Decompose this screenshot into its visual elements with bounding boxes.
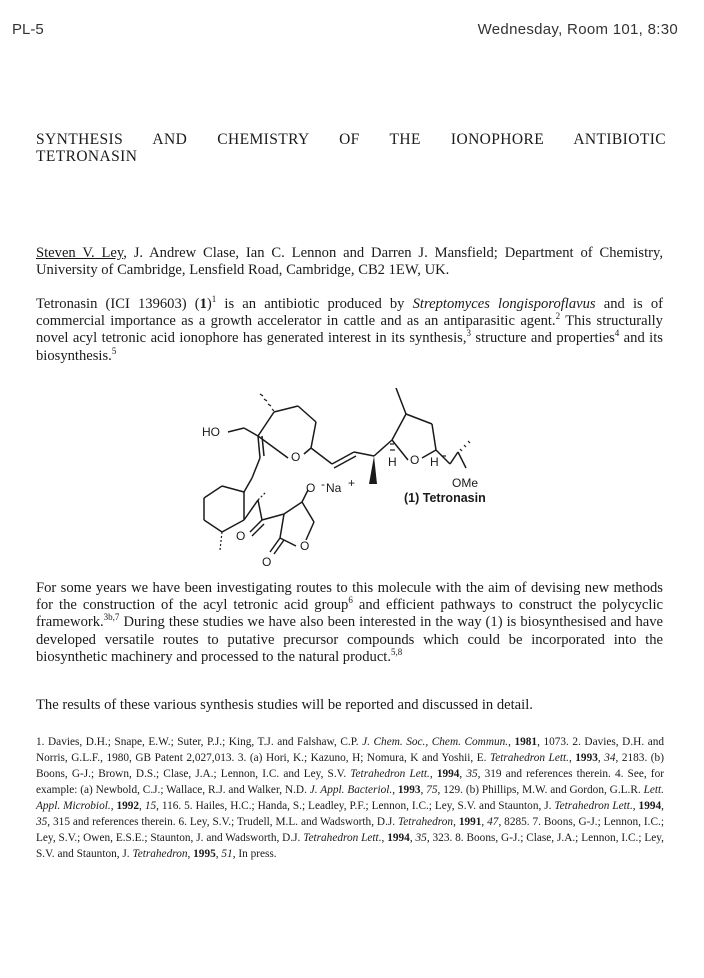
reference-text: , (110, 800, 117, 812)
reference-text: , (429, 768, 437, 780)
reference-text: 35 (466, 768, 478, 780)
reference-text: , (381, 832, 388, 844)
oxane-ring (258, 406, 316, 458)
citation-ref: 1 (211, 294, 217, 305)
compound-number: 1 (199, 296, 207, 312)
text: and its biosynthesis. (36, 330, 663, 364)
text: Tetronasin (ICI 139603) ( (36, 296, 200, 312)
tetronasin-structure (196, 380, 496, 570)
author-affiliation (36, 245, 663, 279)
reference-text: 34 (604, 752, 616, 764)
reference-text: , (568, 752, 576, 764)
reference-text: 1994 (436, 768, 460, 780)
compound-label: (1) Tetronasin (404, 491, 486, 505)
reference-text: 1993 (397, 784, 421, 796)
reference-text: Tetrahedron Lett. (303, 832, 382, 844)
reference-text: 1. Davies, D.H.; Snape, E.W.; Suter, P.J.; King, T.J. and Falshaw, C.P. (36, 736, 363, 748)
reference-text: Tetrahedron (132, 848, 188, 860)
intro-paragraph (36, 296, 663, 365)
presenting-author: Steven V. Ley (36, 245, 124, 261)
label-ome: OMe (452, 476, 479, 490)
reference-text: , 129. (b) Phillips, M.W. and Gordon, G.L.R. (437, 784, 644, 796)
label-o-anion: O (306, 481, 316, 495)
reference-text: Lett. Appl. Microbiol. (36, 784, 665, 812)
reference-text: , 319 and references therein. 4. See, for example: (a) Newbold, C.J.; Wallace, R.J. and Walker, N.D. (36, 768, 664, 796)
citation-ref: 3b,7 (103, 612, 120, 623)
paper-title (36, 131, 666, 165)
reference-text: 1993 (575, 752, 598, 764)
reference-text: 1994 (638, 800, 662, 812)
reference-text: 75 (426, 784, 438, 796)
reference-text: , 116. 5. Hailes, H.C.; Handa, S.; Leadley, P.F.; Lennon, I.C.; Ley, S.V. and Staunton, J. (156, 800, 555, 812)
results-paragraph: The results of these various synthesis studies will be reported and discussed in detail. (36, 697, 533, 713)
reference-text: Tetrahedron Lett. (489, 752, 569, 764)
text: and efficient pathways to construct the polycyclic framework. (36, 597, 663, 631)
reference-text: , 8285. 7. Boons, G-J.; Lennon, I.C.; Ley, S.V.; Owen, E.S.E.; Staunton, J. and Wadsworth, D.J. (36, 816, 664, 844)
co-authors-affiliation: , J. Andrew Clase, Ian C. Lennon and Darren J. Mansfield; Department of Chemistry, University of Cambridge, Lensfield Road, Cambridge, CB2 1EW, UK. (36, 245, 663, 279)
reference-text: J. Chem. Soc., Chem. Commun. (362, 736, 509, 748)
hashed-methyl-1 (260, 394, 274, 411)
reference-text: 1991 (458, 816, 482, 828)
label-na: Na (326, 481, 342, 495)
reference-text: Tetrahedron (398, 816, 454, 828)
reference-text: 15 (144, 800, 157, 812)
citation-ref: 2 (555, 311, 561, 322)
label-ho: HO (202, 425, 220, 439)
reference-text: 1994 (387, 832, 410, 844)
session-code: PL-5 (12, 21, 44, 38)
reference-text: , (187, 848, 194, 860)
references (36, 734, 664, 862)
reference-text: , (392, 784, 398, 796)
label-o-ketone: O (236, 529, 246, 543)
text: ) (206, 296, 212, 312)
organism-genus: Streptomyces (412, 296, 490, 312)
text: During these studies we have also been interested in the way (1) is biosynthesised and have developed versatile routes to putative precursor compounds which could be incorporated into the biosynthetic machinery and processed to the natural product. (36, 614, 663, 665)
reference-text: 1981 (514, 736, 538, 748)
reference-text: , (508, 736, 515, 748)
label-h-2: H (430, 455, 439, 469)
reference-text: Tetrahedron Lett. (554, 800, 633, 812)
reference-text: 1992 (116, 800, 140, 812)
reference-text: , (215, 848, 222, 860)
reference-text: , 1073. 2. Davies, D.H. and Norris, G.L.F., 1980, GB Patent 2,027,013. 3. (a) Hori, K.; Kazuno, H; Nomura, K and Yoshii, E. (36, 736, 665, 764)
reference-text: 1995 (193, 848, 216, 860)
reference-text: 35 (36, 816, 48, 828)
reference-text: , (420, 784, 427, 796)
reference-text: , In press. (232, 848, 277, 860)
reference-text: , 2183. (b) Boons, G-J.; Brown, D.S.; Clase, J.A.; Lennon, I.C. and Ley, S.V. (36, 752, 664, 780)
reference-text: , (481, 816, 488, 828)
thf-ring (374, 414, 436, 460)
label-o-lactone-carbonyl: O (262, 555, 272, 569)
text: is an antibiotic produced by (216, 296, 413, 312)
citation-ref: 5,8 (391, 646, 403, 657)
reference-text: , (459, 768, 467, 780)
reference-text: , 315 and references therein. 6. Ley, S.V.; Trudell, M.L. and Wadsworth, D.J. (47, 816, 399, 828)
label-o-thf: O (410, 453, 420, 467)
text: structure and properties (470, 330, 615, 347)
text: For some years we have been investigating routes to this molecule with the aim of devising new methods for the construction of the acyl tetronic acid group (36, 580, 663, 614)
reference-text: 51 (221, 848, 233, 860)
reference-text: , (453, 816, 459, 828)
citation-ref: 6 (348, 595, 353, 606)
citation-ref: 4 (614, 328, 620, 339)
reference-text: J. Appl. Bacteriol. (309, 784, 393, 796)
text: and is of commercial importance as a growth accelerator in cattle and as an antiparasitic agent. (36, 296, 663, 330)
wedge-methyl (369, 456, 377, 484)
text: This structurally novel acyl tetronic acid ionophore has generated interest in its synthesis, (36, 313, 663, 347)
session-time-room: Wednesday, Room 101, 8:30 (477, 21, 678, 38)
reference-text: , 323. 8. Boons, G-J.; Clase, J.A.; Lennon, I.C.; Ley, S.V. and Staunton, J. (36, 832, 664, 860)
reference-text: 47 (487, 816, 499, 828)
label-charge-plus: + (348, 476, 356, 490)
label-o-oxane: O (291, 450, 301, 464)
citation-ref: 5 (111, 345, 117, 356)
title-line-1: SYNTHESIS AND CHEMISTRY OF THE IONOPHORE ANTIBIOTIC (36, 131, 666, 148)
label-o-lactone-ring: O (300, 539, 310, 553)
reference-text: , (409, 832, 416, 844)
cyclohexane-ring (204, 486, 244, 532)
hashed-methyl-2 (460, 441, 470, 451)
title-line-2: TETRONASIN (36, 148, 138, 165)
reference-text: , (661, 800, 664, 812)
organism-species: longisporoflavus (498, 296, 596, 312)
reference-text: Tetrahedron Lett. (350, 768, 430, 780)
reference-text: , (632, 800, 639, 812)
reference-text: 35 (415, 832, 427, 844)
reference-text: , (139, 800, 145, 812)
body-paragraph (36, 580, 663, 666)
label-h-1: H (388, 455, 397, 469)
citation-ref: 3 (466, 328, 471, 339)
label-charge-minus: - (321, 477, 325, 491)
reference-text: , (597, 752, 605, 764)
